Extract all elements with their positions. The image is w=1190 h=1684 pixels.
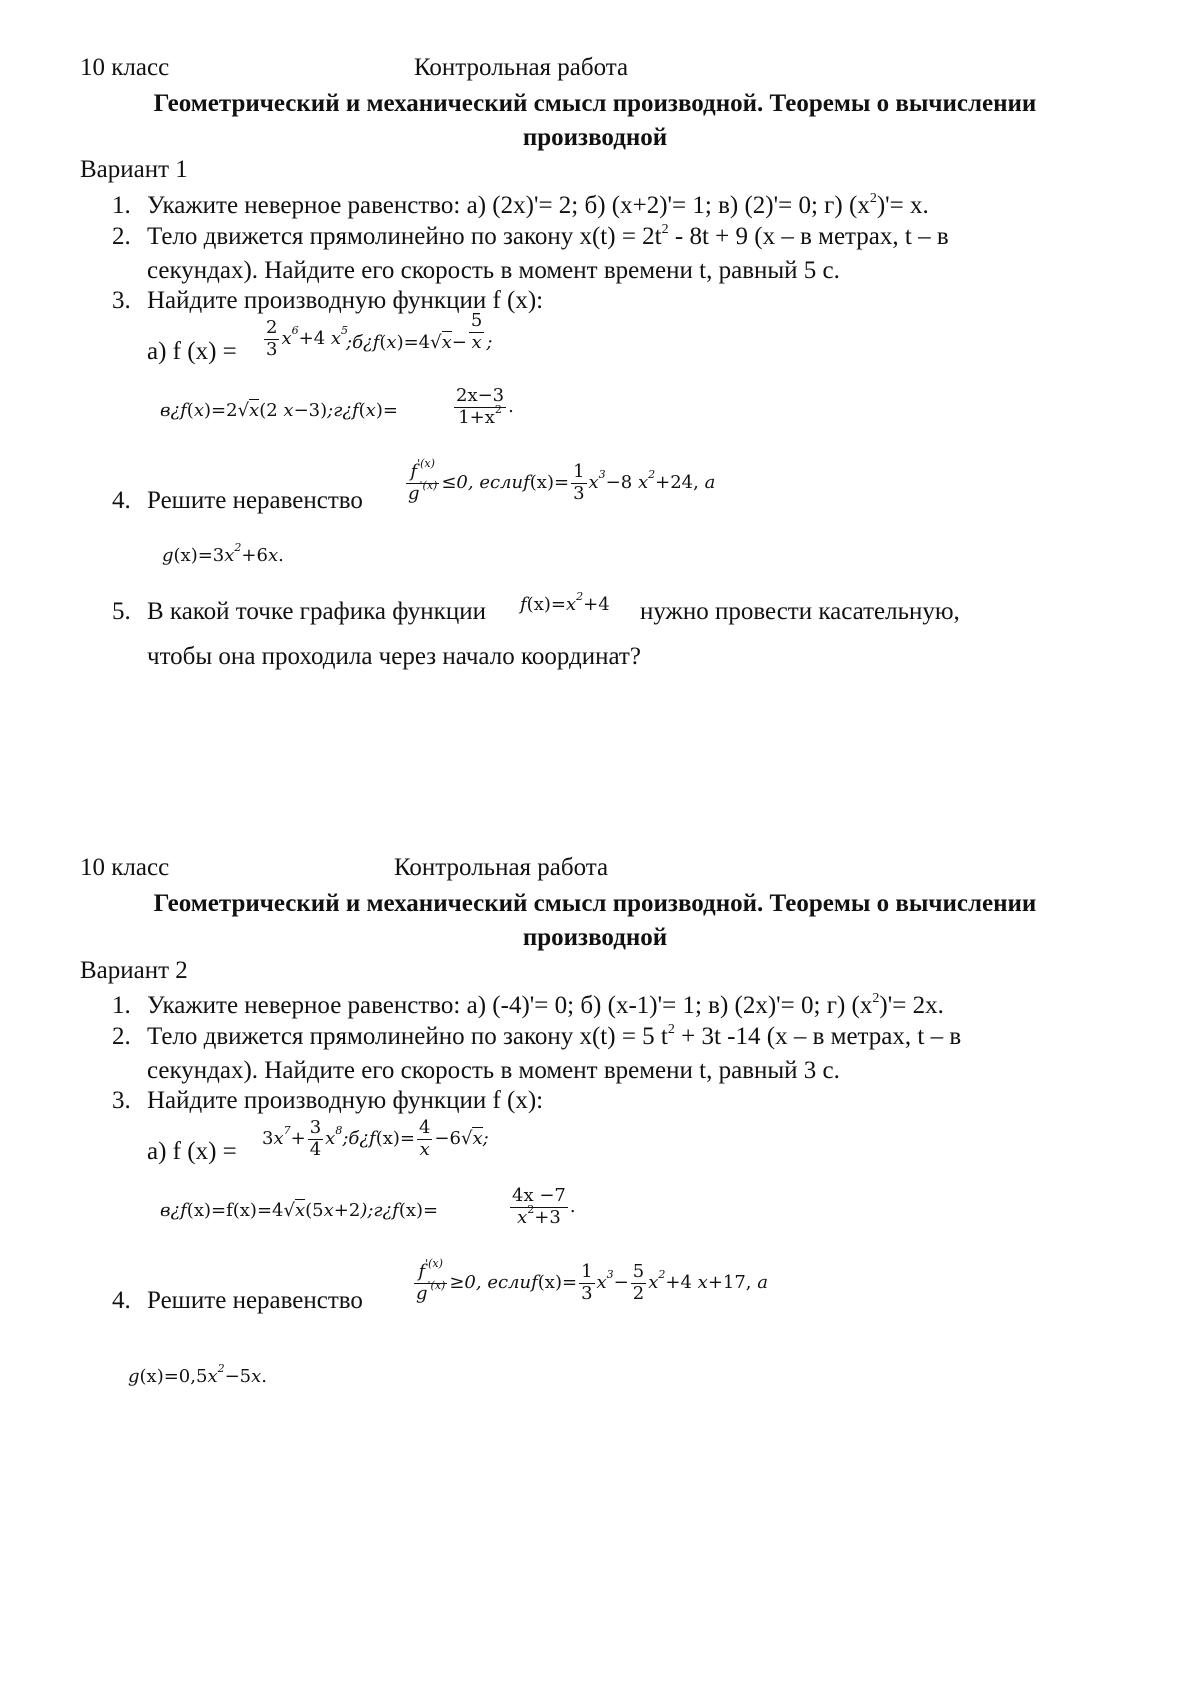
- question-number: 4.: [112, 487, 131, 514]
- formula-q4-g: $g(x)=3x^2+6x$.: [162, 541, 284, 566]
- question-5-text-b: нужно провести касательную,: [640, 598, 960, 625]
- question-number: 2.: [112, 1023, 131, 1050]
- grade-label: 10 класс: [80, 854, 170, 881]
- question-5-text-a: В какой точке графика функции: [147, 598, 486, 625]
- formula-q3-g-fraction: $\frac{2x-3}{1+x^2}$ .: [456, 385, 514, 428]
- part-a-label: а) f (x) =: [147, 1138, 237, 1165]
- formula-q4-g: $g(x)=0,5x^2-5x$.: [128, 1362, 268, 1387]
- formula-q3-b: ;б¿f(x)=4√x− $\frac{5}{x}$ ;: [346, 309, 493, 353]
- question-2-line-1: Тело движется прямолинейно по закону $x(t) = 2t^2 - 8t + 9$ (x – в метрах, t – в: [147, 222, 949, 250]
- variant-label: Вариант 2: [80, 957, 188, 984]
- question-2-line-2: секундах). Найдите его скорость в момент времени t, равный 3 с.: [147, 1057, 840, 1084]
- title-line-2: производной: [522, 124, 668, 151]
- sqrt-icon: √: [237, 400, 250, 421]
- question-1-text: Укажите неверное равенство: а) (2x)'= 2; б) (x+2)'= 1; в) (2)'= 0; г) $(x^2)'= x$.: [147, 191, 929, 219]
- question-1-text: Укажите неверное равенство: а) (-4)'= 0; б) (x-1)'= 1; в) (2x)'= 0; г) $(x^2)'= 2x$.: [147, 991, 944, 1019]
- variant-label: Вариант 1: [80, 156, 188, 183]
- question-4-text: Решите неравенство: [147, 1287, 363, 1314]
- formula-q4: $\frac{f^{'(x)}}{g^{'(x)}}$ ≥0, еслиf(x)= $\frac{1}{3}$ $x^3-$ $\frac{5}{2}$ $x^2+4$ x+17, a: [416, 1257, 768, 1304]
- question-number: 3.: [112, 287, 131, 314]
- question-2-line-1: Тело движется прямолинейно по закону x(t) = 5 $t^2 + 3t$ -14 (x – в метрах, t – в: [147, 1022, 962, 1050]
- part-a-label: а) f (x) =: [147, 338, 237, 365]
- sqrt-icon: √: [283, 1200, 295, 1221]
- question-number: 4.: [112, 1287, 131, 1314]
- question-number: 1.: [112, 192, 131, 219]
- question-4-text: Решите неравенство: [147, 487, 363, 514]
- work-type-label: Контрольная работа: [414, 54, 629, 81]
- formula-q3-line-1: $3x^7+$ $\frac{3}{4}$ $x^8;б¿f(x)=$ $\frac{4}{x}$ −6√x;: [262, 1117, 489, 1160]
- formula-q3-line-2: в¿f(x)=2√x(2 x−3);г¿f(x)=: [160, 400, 398, 421]
- question-3-text: Найдите производную функции f (x):: [147, 287, 544, 314]
- question-number: 5.: [112, 598, 131, 625]
- work-type-label: Контрольная работа: [394, 854, 609, 881]
- sqrt-icon: √: [430, 332, 442, 353]
- formula-q4: $\frac{f^{'(x)}}{g^{'(x)}}$ ≤0, еслиf(x)= $\frac{1}{3}$ $x^3-8$ $x^2+24$, a: [408, 457, 716, 504]
- title-line-1: Геометрический и механический смысл производной. Теоремы о вычислении: [153, 90, 1037, 117]
- grade-label: 10 класс: [80, 54, 170, 81]
- title-line-2: производной: [522, 924, 668, 951]
- question-number: 1.: [112, 992, 131, 1019]
- sqrt-icon: √: [460, 1128, 473, 1150]
- question-5-line-2: чтобы она проходила через начало координат?: [147, 643, 641, 670]
- question-number: 2.: [112, 223, 131, 250]
- formula-q3-line-2: в¿f(x)=f(x)=4√x(5x+2);г¿f(x)=: [160, 1200, 439, 1221]
- title-line-1: Геометрический и механический смысл производной. Теоремы о вычислении: [153, 890, 1037, 917]
- formula-q3-g-fraction: $\frac{4x -7}{x^2+3}$ .: [512, 1185, 576, 1228]
- formula-q5: $f(x)=x^2+4$: [520, 590, 610, 615]
- question-number: 3.: [112, 1087, 131, 1114]
- question-2-line-2: секундах). Найдите его скорость в момент времени t, равный 5 с.: [147, 257, 840, 284]
- question-3-text: Найдите производную функции f (x):: [147, 1087, 544, 1114]
- formula-q3-line-1: $\frac{2}{3}$ $x^6+4$ $x^5$: [266, 317, 349, 360]
